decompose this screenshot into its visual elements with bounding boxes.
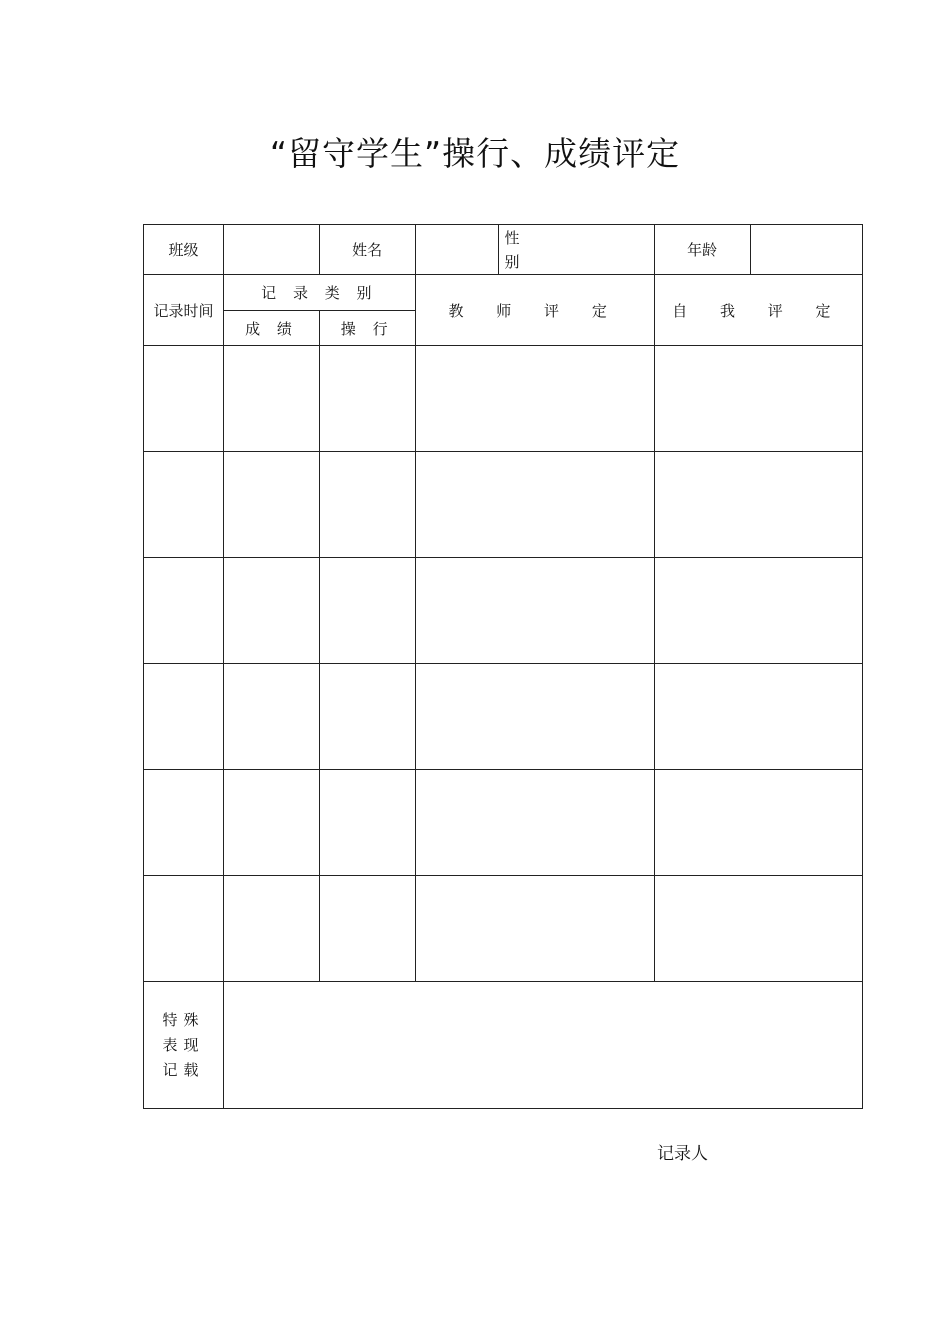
teacher-eval-cell[interactable] [415, 770, 654, 876]
grades-cell[interactable] [224, 876, 320, 982]
record-category-header: 记 录 类 别 [224, 275, 415, 311]
self-eval-cell[interactable] [654, 558, 862, 664]
grades-cell[interactable] [224, 558, 320, 664]
grades-header: 成 绩 [224, 311, 320, 346]
table-row [144, 346, 863, 452]
evaluation-form-table [143, 224, 863, 1109]
teacher-eval-cell[interactable] [415, 452, 654, 558]
special-performance-field[interactable] [224, 982, 863, 1109]
class-field[interactable] [224, 225, 320, 275]
recorder-label: 记录人 [657, 1144, 708, 1164]
self-eval-cell[interactable] [654, 452, 862, 558]
teacher-eval-cell[interactable] [415, 664, 654, 770]
conduct-cell[interactable] [319, 558, 415, 664]
grades-cell[interactable] [224, 664, 320, 770]
special-performance-label [144, 982, 224, 1109]
gender-label [489, 226, 535, 275]
record-time-cell[interactable] [144, 346, 224, 452]
teacher-eval-cell[interactable] [415, 558, 654, 664]
conduct-cell[interactable] [319, 876, 415, 982]
table-row [144, 876, 863, 982]
conduct-cell[interactable] [319, 346, 415, 452]
page-title: “留守学生”操行、成绩评定 [269, 134, 681, 173]
self-eval-cell[interactable] [654, 876, 862, 982]
record-time-cell[interactable] [144, 876, 224, 982]
teacher-eval-cell[interactable] [415, 876, 654, 982]
teacher-eval-cell[interactable] [415, 346, 654, 452]
gender-label-line-2: 别 [504, 253, 520, 271]
conduct-cell[interactable] [319, 770, 415, 876]
grades-cell[interactable] [224, 346, 320, 452]
self-eval-cell[interactable] [654, 770, 862, 876]
special-label-line-2: 表现 [162, 1035, 205, 1054]
conduct-header: 操 行 [319, 311, 415, 346]
record-time-cell[interactable] [144, 452, 224, 558]
self-eval-cell[interactable] [654, 346, 862, 452]
table-row [144, 558, 863, 664]
grades-cell[interactable] [224, 770, 320, 876]
record-time-header: 记录时间 [144, 275, 224, 346]
special-label-line-1: 特殊 [162, 1010, 205, 1029]
gender-label-line-1: 性 [504, 229, 520, 247]
class-label: 班级 [144, 225, 224, 275]
age-label: 年龄 [654, 225, 750, 275]
teacher-eval-header: 教 师 评 定 [415, 275, 654, 346]
conduct-cell[interactable] [319, 664, 415, 770]
record-time-cell[interactable] [144, 770, 224, 876]
table-row [144, 770, 863, 876]
special-label-line-3: 记载 [162, 1060, 205, 1079]
self-eval-header: 自 我 评 定 [654, 275, 862, 346]
name-field[interactable] [415, 225, 498, 275]
header-row-1 [144, 275, 863, 311]
record-time-cell[interactable] [144, 664, 224, 770]
table-row [144, 452, 863, 558]
record-time-cell[interactable] [144, 558, 224, 664]
table-row [144, 664, 863, 770]
name-label: 姓名 [319, 225, 415, 275]
age-field[interactable] [750, 225, 862, 275]
special-performance-row [144, 982, 863, 1109]
grades-cell[interactable] [224, 452, 320, 558]
self-eval-cell[interactable] [654, 664, 862, 770]
conduct-cell[interactable] [319, 452, 415, 558]
